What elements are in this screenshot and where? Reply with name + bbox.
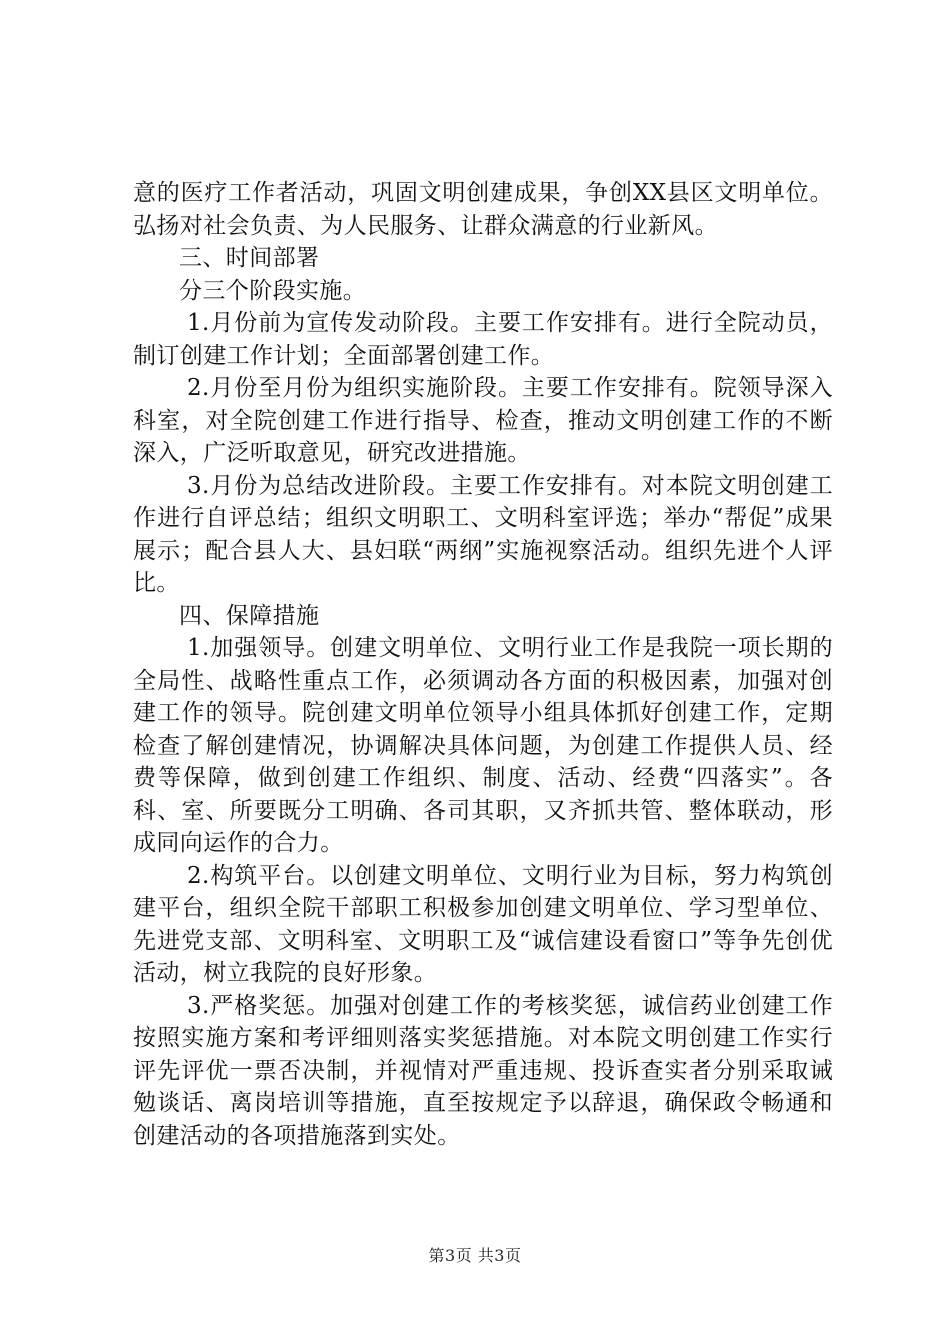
paragraph-intro-continuation: 意的医疗工作者活动，巩固文明创建成果，争创XX县区文明单位。弘扬对社会负责、为人民服务、让群众满意的行业新风。 (133, 180, 833, 239)
document-body (133, 177, 833, 1152)
paragraph-three-stages: 分三个阶段实施。 (179, 277, 367, 304)
paragraph-stage-2: 2.月份至月份为组织实施阶段。主要工作安排有。院领导深入科室，对全院创建工作进行指导、检查，推动文明创建工作的不断深入，广泛听取意见，研究改进措施。 (133, 375, 833, 466)
page-number-footer: 第3页 共3页 (428, 1246, 522, 1265)
paragraph-stage-3: 3.月份为总结改进阶段。主要工作安排有。对本院文明创建工作进行自评总结；组织文明职工、文明科室评选；举办“帮促”成果展示；配合县人大、县妇联“两纲”实施视察活动。组织先进个人评比。 (133, 472, 833, 596)
paragraph-measure-2: 2.构筑平台。以创建文明单位、文明行业为目标，努力构筑创建平台，组织全院干部职工积极参加创建文明单位、学习型单位、先进党支部、文明科室、文明职工及“诚信建设看窗口”等争先创优活动，树立我院的良好形象。 (133, 862, 833, 986)
section-heading-time-schedule: 三、时间部署 (179, 245, 320, 271)
section-heading-safeguards: 四、保障措施 (179, 602, 320, 629)
paragraph-measure-3: 3.严格奖惩。加强对创建工作的考核奖惩，诚信药业创建工作按照实施方案和考评细则落实奖惩措施。对本院文明创建工作实行评先评优一票否决制，并视情对严重违规、投诉查实者分别采取诫勉谈话、离岗培训等措施，直至按规定予以辞退，确保政令畅通和创建活动的各项措施落到实处。 (133, 992, 833, 1149)
paragraph-measure-1: 1.加强领导。创建文明单位、文明行业工作是我院一项长期的全局性、战略性重点工作，必须调动各方面的积极因素，加强对创建工作的领导。院创建文明单位领导小组具体抓好创建工作，定期检查了解创建情况，协调解决具体问题，为创建工作提供人员、经费等保障，做到创建工作组织、制度、活动、经费“四落实”。各科、室、所要既分工明确、各司其职，又齐抓共管、整体联动，形成同向运作的合力。 (133, 635, 833, 856)
paragraph-stage-1: 1.月份前为宣传发动阶段。主要工作安排有。进行全院动员，制订创建工作计划；全面部署创建工作。 (133, 310, 833, 369)
